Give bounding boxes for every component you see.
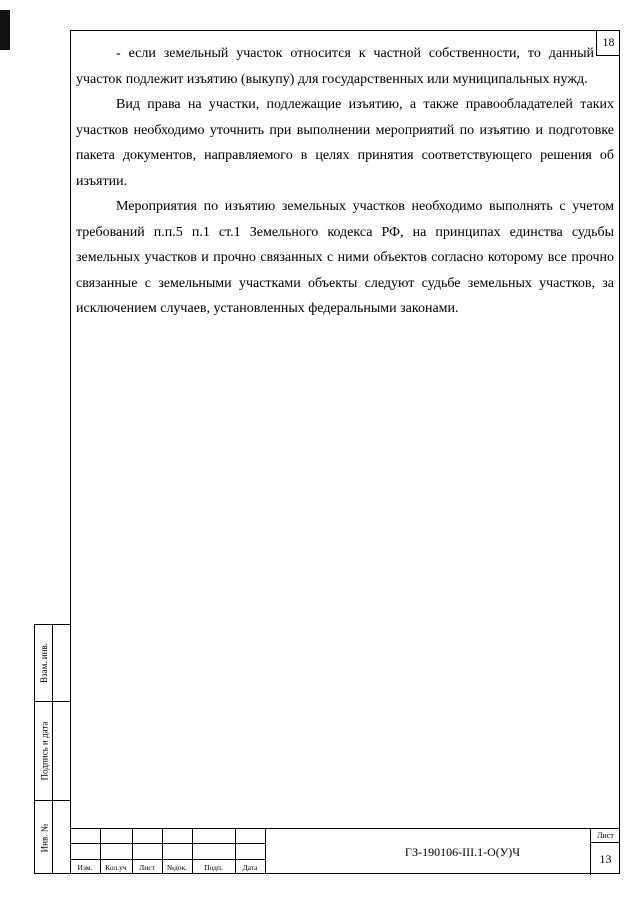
col-ndok: №док.: [166, 863, 188, 872]
sheet-number: 13: [599, 851, 612, 866]
document-code: ГЗ-190106-III.1-О(У)Ч: [404, 844, 521, 859]
title-block: [70, 828, 620, 874]
side-stamp: [34, 624, 70, 874]
sheet-number-box: [590, 829, 620, 875]
col-kol-uch: Кол.уч: [105, 863, 127, 872]
col-podp: Подп.: [204, 863, 223, 872]
paragraph-1: - если земельный участок относится к частной собственности, то данный участок подлежит изъятию (выкупу) для государственных или муниципальных нужд.: [76, 46, 594, 87]
side-label-vzam-inv: Взам. инв.: [39, 643, 50, 683]
paragraph-3: Мероприятия по изъятию земельных участков необходимо выполнять с учетом требований п.п.5 п.1 ст.1 Земельного кодекса РФ, на принципах единства судьбы земельных участков и прочно связанных с ними объектов согласно которому все прочно связанные с земельными участками объекты следуют судьбе земельных участков, за исключением случаев, установленных федеральными законами.: [76, 199, 614, 316]
side-label-inv-no: Инв. №: [39, 823, 49, 852]
top-page-number: 18: [596, 30, 620, 56]
col-data: Дата: [242, 863, 258, 872]
col-izm: Изм.: [77, 863, 93, 872]
side-label-podpis-data: Подпись и дата: [39, 721, 49, 780]
col-list: Лист: [139, 863, 155, 872]
sheet-label: Лист: [591, 830, 620, 843]
paragraph-2: Вид права на участки, подлежащие изъятию, а также правообладателей таких участков необходимо уточнить при выполнении мероприятий по изъятию и подготовке пакета документов, направляемого в целях принятия соответствующего решения об изъятии.: [76, 97, 614, 189]
scan-edge-mark: [0, 10, 10, 50]
document-body: [76, 41, 614, 322]
